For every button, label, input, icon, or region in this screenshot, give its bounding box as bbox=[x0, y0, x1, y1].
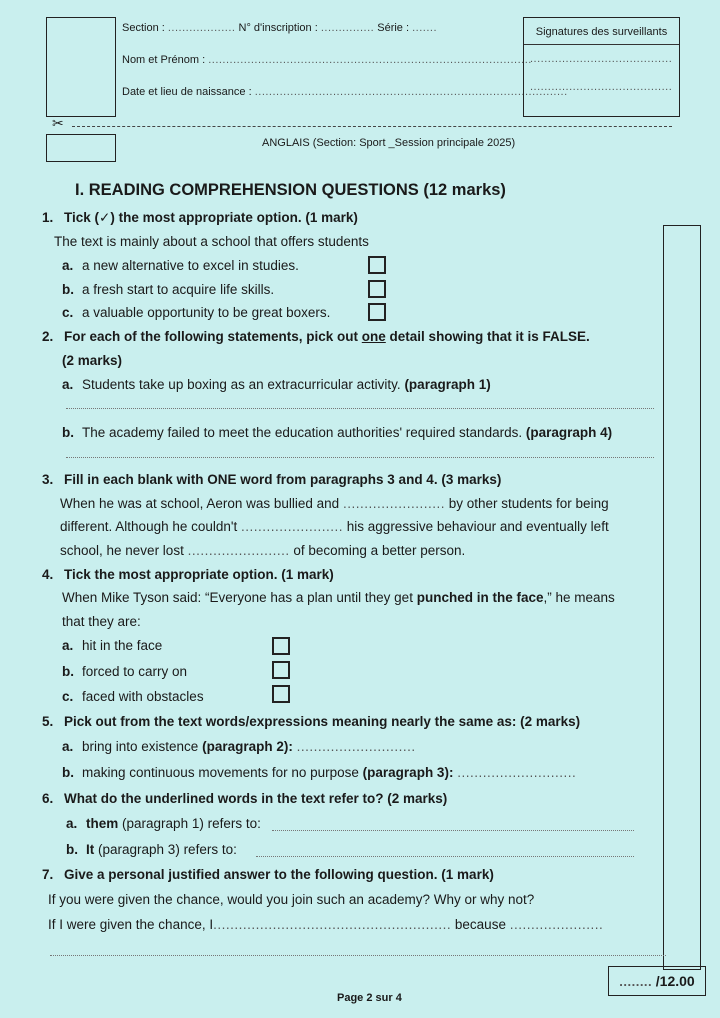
q4-option-b: b. forced to carry on bbox=[62, 664, 188, 679]
section-field: Section : ................... N° d'inscription : ............... Série : ....... bbox=[122, 22, 438, 34]
signature-line-1: ........................................ bbox=[530, 53, 673, 65]
question-1: 1. Tick (✓) the most appropriate option. (1 mark) bbox=[42, 210, 358, 225]
q4-option-a: a. hit in the face bbox=[62, 638, 163, 653]
q6-answer-line-a[interactable] bbox=[272, 830, 634, 831]
q2-statement-b: b. The academy failed to meet the education authorities' required standards. (paragraph 4) bbox=[62, 425, 613, 440]
photo-box bbox=[46, 17, 116, 117]
q5-item-a: a. bring into existence (paragraph 2): ............................ bbox=[62, 739, 416, 754]
question-2: 2. For each of the following statements, pick out one detail showing that it is FALSE. bbox=[42, 329, 590, 344]
page-number: Page 2 sur 4 bbox=[337, 992, 402, 1004]
scissors-icon: ✂ bbox=[52, 115, 64, 131]
q4-checkbox-c[interactable] bbox=[272, 685, 290, 703]
signatures-title: Signatures des surveillants bbox=[535, 26, 668, 38]
q5-item-b: b. making continuous movements for no purpose (paragraph 3): ............................ bbox=[62, 765, 577, 780]
q3-blank-1[interactable]: ........................ bbox=[342, 496, 445, 511]
q5-blank-b[interactable]: ............................ bbox=[457, 765, 577, 780]
q7-blank-1[interactable]: ........................................................ bbox=[213, 917, 452, 932]
cut-line bbox=[72, 126, 672, 127]
score-blank[interactable]: ........ bbox=[619, 974, 653, 989]
question-6: 6. What do the underlined words in the text refer to? (2 marks) bbox=[42, 791, 448, 806]
section-title: I. READING COMPREHENSION QUESTIONS (12 marks) bbox=[75, 181, 506, 199]
q3-line-3: school, he never lost ........................ of becoming a better person. bbox=[60, 543, 466, 558]
q4-stem: When Mike Tyson said: “Everyone has a plan until they get punched in the face,” he means bbox=[62, 590, 615, 605]
score-box bbox=[608, 966, 706, 996]
q6-item-b: b. It (paragraph 3) refers to: bbox=[66, 842, 237, 857]
q5-blank-a[interactable]: ............................ bbox=[296, 739, 416, 754]
name-field: Nom et Prénom : ........................................................................................... bbox=[122, 54, 532, 66]
q3-blank-2[interactable]: ........................ bbox=[240, 519, 344, 534]
q4-checkbox-a[interactable] bbox=[272, 637, 290, 655]
q4-option-c: c. faced with obstacles bbox=[62, 689, 204, 704]
q1-option-a: a. a new alternative to excel in studies. bbox=[62, 258, 299, 273]
question-4: 4. Tick the most appropriate option. (1 mark) bbox=[42, 567, 334, 582]
signatures-box bbox=[523, 17, 680, 117]
q2-marks: (2 marks) bbox=[62, 353, 123, 368]
q2-statement-a: a. Students take up boxing as an extracurricular activity. (paragraph 1) bbox=[62, 377, 491, 392]
question-5: 5. Pick out from the text words/expressions meaning nearly the same as: (2 marks) bbox=[42, 714, 581, 729]
question-7: 7. Give a personal justified answer to the following question. (1 mark) bbox=[42, 867, 494, 882]
q1-checkbox-b[interactable] bbox=[368, 280, 386, 298]
q3-blank-3[interactable]: ........................ bbox=[187, 543, 290, 558]
exam-info: ANGLAIS (Section: Sport _Session principale 2025) bbox=[262, 137, 516, 149]
q7-blank-2[interactable]: ...................... bbox=[509, 917, 604, 932]
q7-question: If you were given the chance, would you join such an academy? Why or why not? bbox=[48, 892, 535, 907]
q1-stem: The text is mainly about a school that offers students bbox=[54, 234, 369, 249]
signature-line-2: ........................................ bbox=[530, 81, 673, 93]
score-total: /12.00 bbox=[655, 973, 695, 989]
q7-answer-line[interactable] bbox=[50, 955, 666, 956]
margin-box bbox=[663, 225, 701, 970]
q2-answer-line-a[interactable] bbox=[66, 408, 654, 409]
question-3: 3. Fill in each blank with ONE word from paragraphs 3 and 4. (3 marks) bbox=[42, 472, 502, 487]
q1-checkbox-a[interactable] bbox=[368, 256, 386, 274]
q4-checkbox-b[interactable] bbox=[272, 661, 290, 679]
birth-field: Date et lieu de naissance : ........................................................................................ bbox=[122, 86, 568, 98]
q6-answer-line-b[interactable] bbox=[256, 856, 634, 857]
q3-line-1: When he was at school, Aeron was bullied and ........................ by other students for being bbox=[60, 496, 609, 511]
q6-item-a: a. them (paragraph 1) refers to: bbox=[66, 816, 261, 831]
q4-stem-2: that they are: bbox=[62, 614, 141, 629]
code-box bbox=[46, 134, 116, 162]
q1-option-c: c. a valuable opportunity to be great boxers. bbox=[62, 305, 331, 320]
q2-answer-line-b[interactable] bbox=[66, 457, 654, 458]
q7-answer-start: If I were given the chance, I........................................................ because ...................... bbox=[48, 917, 604, 932]
q1-checkbox-c[interactable] bbox=[368, 303, 386, 321]
q1-option-b: b. a fresh start to acquire life skills. bbox=[62, 282, 275, 297]
q3-line-2: different. Although he couldn't ........................ his aggressive behaviour and eventually left bbox=[60, 519, 609, 534]
